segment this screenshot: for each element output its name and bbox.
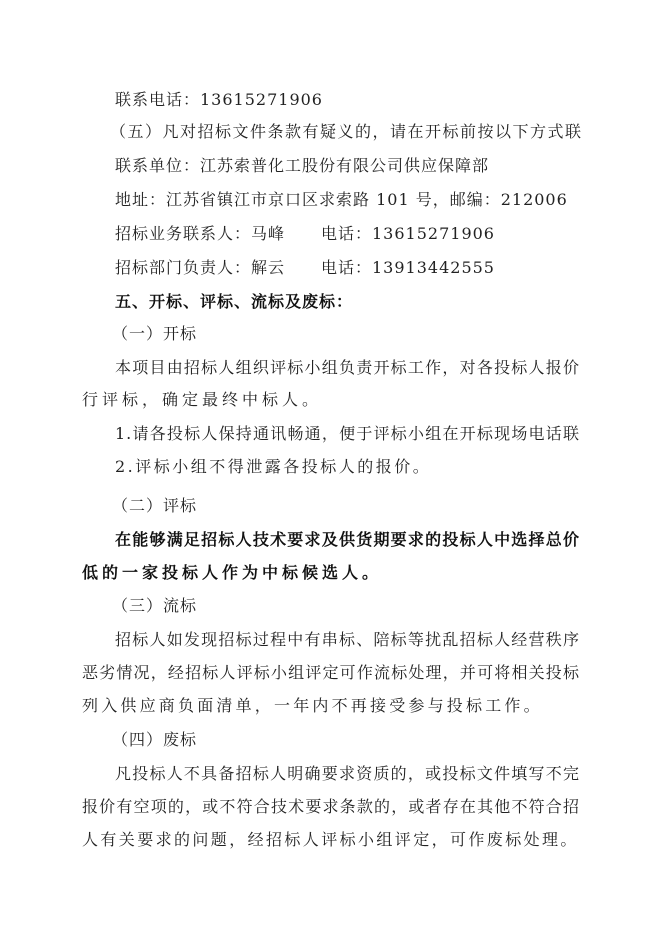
dept-head-phone: 电话：13913442555: [321, 258, 495, 277]
failed-title: （三）流标: [112, 596, 198, 615]
void-para-line: 凡投标人不具备招标人明确要求资质的，或投标文件填写不完: [115, 764, 580, 783]
evaluation-para-line: 低的一家投标人作为中标候选人。: [82, 563, 383, 582]
opening-item-2: 2.评标小组不得泄露各投标人的报价。: [115, 457, 432, 476]
evaluation-title: （二）评标: [112, 496, 198, 515]
opening-para-line: 本项目由招标人组织评标小组负责开标工作，对各投标人报价: [115, 358, 580, 377]
opening-item-1: 1.请各投标人保持通讯畅通，便于评标小组在开标现场电话联: [115, 424, 580, 443]
failed-para-line: 恶劣情况，经招标人评标小组评定可作流标处理，并可将相关投标: [82, 663, 580, 682]
address: 地址：江苏省镇江市京口区求索路 101 号，邮编：212006: [115, 190, 568, 209]
void-para-line: 报价有空项的，或不符合技术要求条款的，或者存在其他不符合招: [82, 797, 580, 816]
dept-head: [115, 258, 495, 278]
void-title: （四）废标: [112, 730, 198, 749]
failed-para-line: 列入供应商负面清单，一年内不再接受参与投标工作。: [82, 696, 543, 715]
section5-heading: 五、开标、评标、流标及废标：: [115, 292, 354, 311]
dept-head-name: 招标部门负责人：解云: [115, 258, 286, 277]
contact-unit: 联系单位：江苏索普化工股份有限公司供应保障部: [115, 156, 490, 175]
evaluation-para-line: 在能够满足招标人技术要求及供货期要求的投标人中选择总价: [115, 530, 580, 549]
void-para-line: 人有关要求的问题，经招标人评标小组评定，可作废标处理。: [82, 830, 579, 849]
opening-title: （一）开标: [112, 324, 198, 343]
failed-para-line: 招标人如发现招标过程中有串标、陪标等扰乱招标人经营秩序: [115, 630, 580, 649]
business-contact: [115, 224, 495, 244]
section-4-5-inquiry: （五）凡对招标文件条款有疑义的，请在开标前按以下方式联: [110, 122, 582, 141]
business-contact-name: 招标业务联系人：马峰: [115, 224, 286, 243]
opening-para-line: 行评标，确定最终中标人。: [82, 390, 323, 409]
business-contact-phone: 电话：13615271906: [321, 224, 495, 243]
contact-phone: 联系电话：13615271906: [115, 90, 323, 109]
